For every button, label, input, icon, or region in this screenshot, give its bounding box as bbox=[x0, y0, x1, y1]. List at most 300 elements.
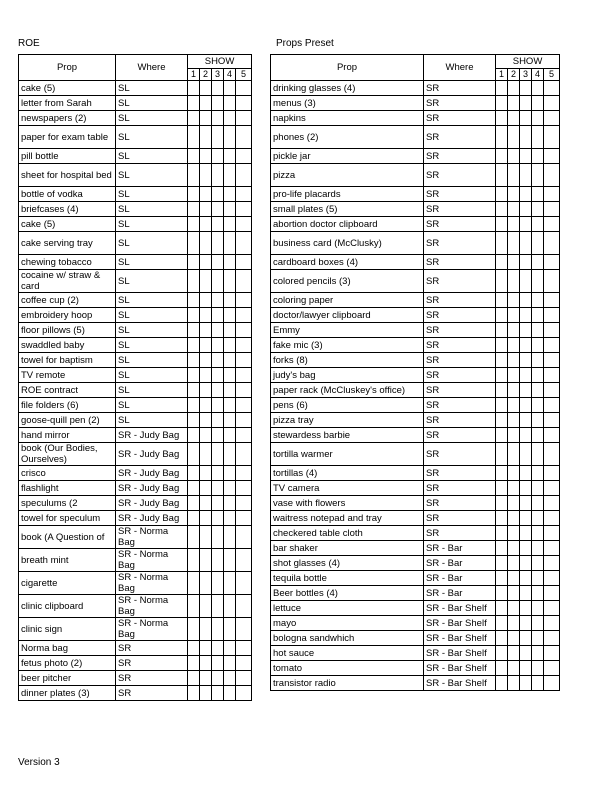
show-checkbox-cell[interactable] bbox=[508, 646, 520, 661]
show-checkbox-cell[interactable] bbox=[188, 572, 200, 595]
show-checkbox-cell[interactable] bbox=[224, 549, 236, 572]
show-checkbox-cell[interactable] bbox=[236, 368, 252, 383]
show-checkbox-cell[interactable] bbox=[224, 96, 236, 111]
show-checkbox-cell[interactable] bbox=[520, 631, 532, 646]
show-checkbox-cell[interactable] bbox=[236, 466, 252, 481]
show-checkbox-cell[interactable] bbox=[200, 96, 212, 111]
show-checkbox-cell[interactable] bbox=[520, 126, 532, 149]
show-checkbox-cell[interactable] bbox=[236, 293, 252, 308]
show-checkbox-cell[interactable] bbox=[212, 526, 224, 549]
show-checkbox-cell[interactable] bbox=[496, 111, 508, 126]
show-checkbox-cell[interactable] bbox=[212, 368, 224, 383]
show-checkbox-cell[interactable] bbox=[188, 383, 200, 398]
show-checkbox-cell[interactable] bbox=[200, 671, 212, 686]
show-checkbox-cell[interactable] bbox=[496, 202, 508, 217]
show-checkbox-cell[interactable] bbox=[496, 149, 508, 164]
show-checkbox-cell[interactable] bbox=[236, 217, 252, 232]
show-checkbox-cell[interactable] bbox=[508, 202, 520, 217]
show-checkbox-cell[interactable] bbox=[200, 308, 212, 323]
show-checkbox-cell[interactable] bbox=[236, 126, 252, 149]
show-checkbox-cell[interactable] bbox=[508, 308, 520, 323]
show-checkbox-cell[interactable] bbox=[496, 428, 508, 443]
show-checkbox-cell[interactable] bbox=[212, 618, 224, 641]
show-checkbox-cell[interactable] bbox=[532, 353, 544, 368]
show-checkbox-cell[interactable] bbox=[520, 496, 532, 511]
show-checkbox-cell[interactable] bbox=[496, 571, 508, 586]
show-checkbox-cell[interactable] bbox=[236, 511, 252, 526]
show-checkbox-cell[interactable] bbox=[496, 308, 508, 323]
show-checkbox-cell[interactable] bbox=[236, 549, 252, 572]
show-checkbox-cell[interactable] bbox=[224, 308, 236, 323]
show-checkbox-cell[interactable] bbox=[212, 353, 224, 368]
show-checkbox-cell[interactable] bbox=[496, 217, 508, 232]
show-checkbox-cell[interactable] bbox=[212, 383, 224, 398]
show-checkbox-cell[interactable] bbox=[200, 549, 212, 572]
show-checkbox-cell[interactable] bbox=[212, 549, 224, 572]
show-checkbox-cell[interactable] bbox=[200, 149, 212, 164]
show-checkbox-cell[interactable] bbox=[212, 671, 224, 686]
show-checkbox-cell[interactable] bbox=[544, 111, 560, 126]
show-checkbox-cell[interactable] bbox=[188, 686, 200, 701]
show-checkbox-cell[interactable] bbox=[544, 126, 560, 149]
show-checkbox-cell[interactable] bbox=[544, 541, 560, 556]
show-checkbox-cell[interactable] bbox=[508, 631, 520, 646]
show-checkbox-cell[interactable] bbox=[224, 255, 236, 270]
show-checkbox-cell[interactable] bbox=[532, 96, 544, 111]
show-checkbox-cell[interactable] bbox=[544, 413, 560, 428]
show-checkbox-cell[interactable] bbox=[200, 293, 212, 308]
show-checkbox-cell[interactable] bbox=[212, 126, 224, 149]
show-checkbox-cell[interactable] bbox=[496, 293, 508, 308]
show-checkbox-cell[interactable] bbox=[508, 556, 520, 571]
show-checkbox-cell[interactable] bbox=[188, 308, 200, 323]
show-checkbox-cell[interactable] bbox=[544, 443, 560, 466]
show-checkbox-cell[interactable] bbox=[508, 413, 520, 428]
show-checkbox-cell[interactable] bbox=[236, 323, 252, 338]
show-checkbox-cell[interactable] bbox=[224, 164, 236, 187]
show-checkbox-cell[interactable] bbox=[496, 413, 508, 428]
show-checkbox-cell[interactable] bbox=[200, 338, 212, 353]
show-checkbox-cell[interactable] bbox=[544, 466, 560, 481]
show-checkbox-cell[interactable] bbox=[532, 187, 544, 202]
show-checkbox-cell[interactable] bbox=[532, 556, 544, 571]
show-checkbox-cell[interactable] bbox=[236, 656, 252, 671]
show-checkbox-cell[interactable] bbox=[520, 526, 532, 541]
show-checkbox-cell[interactable] bbox=[236, 96, 252, 111]
show-checkbox-cell[interactable] bbox=[544, 353, 560, 368]
show-checkbox-cell[interactable] bbox=[212, 149, 224, 164]
show-checkbox-cell[interactable] bbox=[520, 202, 532, 217]
show-checkbox-cell[interactable] bbox=[508, 481, 520, 496]
show-checkbox-cell[interactable] bbox=[212, 187, 224, 202]
show-checkbox-cell[interactable] bbox=[224, 481, 236, 496]
show-checkbox-cell[interactable] bbox=[236, 526, 252, 549]
show-checkbox-cell[interactable] bbox=[224, 595, 236, 618]
show-checkbox-cell[interactable] bbox=[212, 293, 224, 308]
show-checkbox-cell[interactable] bbox=[544, 217, 560, 232]
show-checkbox-cell[interactable] bbox=[520, 270, 532, 293]
show-checkbox-cell[interactable] bbox=[508, 126, 520, 149]
show-checkbox-cell[interactable] bbox=[508, 383, 520, 398]
show-checkbox-cell[interactable] bbox=[224, 656, 236, 671]
show-checkbox-cell[interactable] bbox=[200, 383, 212, 398]
show-checkbox-cell[interactable] bbox=[532, 338, 544, 353]
show-checkbox-cell[interactable] bbox=[532, 81, 544, 96]
show-checkbox-cell[interactable] bbox=[532, 511, 544, 526]
show-checkbox-cell[interactable] bbox=[508, 616, 520, 631]
show-checkbox-cell[interactable] bbox=[224, 126, 236, 149]
show-checkbox-cell[interactable] bbox=[508, 398, 520, 413]
show-checkbox-cell[interactable] bbox=[200, 398, 212, 413]
show-checkbox-cell[interactable] bbox=[532, 571, 544, 586]
show-checkbox-cell[interactable] bbox=[236, 428, 252, 443]
show-checkbox-cell[interactable] bbox=[212, 338, 224, 353]
show-checkbox-cell[interactable] bbox=[188, 428, 200, 443]
show-checkbox-cell[interactable] bbox=[508, 661, 520, 676]
show-checkbox-cell[interactable] bbox=[224, 187, 236, 202]
show-checkbox-cell[interactable] bbox=[212, 428, 224, 443]
show-checkbox-cell[interactable] bbox=[212, 164, 224, 187]
show-checkbox-cell[interactable] bbox=[224, 293, 236, 308]
show-checkbox-cell[interactable] bbox=[520, 383, 532, 398]
show-checkbox-cell[interactable] bbox=[200, 255, 212, 270]
show-checkbox-cell[interactable] bbox=[508, 338, 520, 353]
show-checkbox-cell[interactable] bbox=[532, 323, 544, 338]
show-checkbox-cell[interactable] bbox=[224, 618, 236, 641]
show-checkbox-cell[interactable] bbox=[532, 293, 544, 308]
show-checkbox-cell[interactable] bbox=[508, 232, 520, 255]
show-checkbox-cell[interactable] bbox=[236, 481, 252, 496]
show-checkbox-cell[interactable] bbox=[496, 255, 508, 270]
show-checkbox-cell[interactable] bbox=[544, 526, 560, 541]
show-checkbox-cell[interactable] bbox=[212, 398, 224, 413]
show-checkbox-cell[interactable] bbox=[212, 443, 224, 466]
show-checkbox-cell[interactable] bbox=[496, 526, 508, 541]
show-checkbox-cell[interactable] bbox=[200, 641, 212, 656]
show-checkbox-cell[interactable] bbox=[508, 293, 520, 308]
show-checkbox-cell[interactable] bbox=[200, 496, 212, 511]
show-checkbox-cell[interactable] bbox=[212, 323, 224, 338]
show-checkbox-cell[interactable] bbox=[224, 232, 236, 255]
show-checkbox-cell[interactable] bbox=[212, 466, 224, 481]
show-checkbox-cell[interactable] bbox=[200, 428, 212, 443]
show-checkbox-cell[interactable] bbox=[532, 616, 544, 631]
show-checkbox-cell[interactable] bbox=[544, 232, 560, 255]
show-checkbox-cell[interactable] bbox=[544, 164, 560, 187]
show-checkbox-cell[interactable] bbox=[508, 353, 520, 368]
show-checkbox-cell[interactable] bbox=[508, 187, 520, 202]
show-checkbox-cell[interactable] bbox=[532, 646, 544, 661]
show-checkbox-cell[interactable] bbox=[508, 466, 520, 481]
show-checkbox-cell[interactable] bbox=[520, 413, 532, 428]
show-checkbox-cell[interactable] bbox=[520, 511, 532, 526]
show-checkbox-cell[interactable] bbox=[236, 111, 252, 126]
show-checkbox-cell[interactable] bbox=[532, 270, 544, 293]
show-checkbox-cell[interactable] bbox=[520, 676, 532, 691]
show-checkbox-cell[interactable] bbox=[212, 270, 224, 293]
show-checkbox-cell[interactable] bbox=[532, 217, 544, 232]
show-checkbox-cell[interactable] bbox=[496, 353, 508, 368]
show-checkbox-cell[interactable] bbox=[508, 323, 520, 338]
show-checkbox-cell[interactable] bbox=[236, 413, 252, 428]
show-checkbox-cell[interactable] bbox=[508, 81, 520, 96]
show-checkbox-cell[interactable] bbox=[520, 556, 532, 571]
show-checkbox-cell[interactable] bbox=[544, 323, 560, 338]
show-checkbox-cell[interactable] bbox=[236, 81, 252, 96]
show-checkbox-cell[interactable] bbox=[508, 368, 520, 383]
show-checkbox-cell[interactable] bbox=[188, 481, 200, 496]
show-checkbox-cell[interactable] bbox=[236, 641, 252, 656]
show-checkbox-cell[interactable] bbox=[520, 428, 532, 443]
show-checkbox-cell[interactable] bbox=[532, 541, 544, 556]
show-checkbox-cell[interactable] bbox=[224, 526, 236, 549]
show-checkbox-cell[interactable] bbox=[200, 81, 212, 96]
show-checkbox-cell[interactable] bbox=[544, 601, 560, 616]
show-checkbox-cell[interactable] bbox=[532, 631, 544, 646]
show-checkbox-cell[interactable] bbox=[236, 232, 252, 255]
show-checkbox-cell[interactable] bbox=[496, 541, 508, 556]
show-checkbox-cell[interactable] bbox=[496, 323, 508, 338]
show-checkbox-cell[interactable] bbox=[508, 428, 520, 443]
show-checkbox-cell[interactable] bbox=[544, 308, 560, 323]
show-checkbox-cell[interactable] bbox=[224, 323, 236, 338]
show-checkbox-cell[interactable] bbox=[520, 398, 532, 413]
show-checkbox-cell[interactable] bbox=[496, 398, 508, 413]
show-checkbox-cell[interactable] bbox=[188, 641, 200, 656]
show-checkbox-cell[interactable] bbox=[532, 601, 544, 616]
show-checkbox-cell[interactable] bbox=[212, 217, 224, 232]
show-checkbox-cell[interactable] bbox=[188, 496, 200, 511]
show-checkbox-cell[interactable] bbox=[520, 353, 532, 368]
show-checkbox-cell[interactable] bbox=[544, 81, 560, 96]
show-checkbox-cell[interactable] bbox=[212, 572, 224, 595]
show-checkbox-cell[interactable] bbox=[532, 413, 544, 428]
show-checkbox-cell[interactable] bbox=[236, 353, 252, 368]
show-checkbox-cell[interactable] bbox=[200, 413, 212, 428]
show-checkbox-cell[interactable] bbox=[520, 443, 532, 466]
show-checkbox-cell[interactable] bbox=[544, 571, 560, 586]
show-checkbox-cell[interactable] bbox=[188, 656, 200, 671]
show-checkbox-cell[interactable] bbox=[200, 368, 212, 383]
show-checkbox-cell[interactable] bbox=[188, 96, 200, 111]
show-checkbox-cell[interactable] bbox=[544, 338, 560, 353]
show-checkbox-cell[interactable] bbox=[508, 571, 520, 586]
show-checkbox-cell[interactable] bbox=[224, 217, 236, 232]
show-checkbox-cell[interactable] bbox=[236, 187, 252, 202]
show-checkbox-cell[interactable] bbox=[236, 671, 252, 686]
show-checkbox-cell[interactable] bbox=[224, 353, 236, 368]
show-checkbox-cell[interactable] bbox=[496, 676, 508, 691]
show-checkbox-cell[interactable] bbox=[496, 270, 508, 293]
show-checkbox-cell[interactable] bbox=[188, 511, 200, 526]
show-checkbox-cell[interactable] bbox=[212, 202, 224, 217]
show-checkbox-cell[interactable] bbox=[520, 293, 532, 308]
show-checkbox-cell[interactable] bbox=[188, 164, 200, 187]
show-checkbox-cell[interactable] bbox=[224, 641, 236, 656]
show-checkbox-cell[interactable] bbox=[224, 686, 236, 701]
show-checkbox-cell[interactable] bbox=[532, 232, 544, 255]
show-checkbox-cell[interactable] bbox=[496, 556, 508, 571]
show-checkbox-cell[interactable] bbox=[188, 270, 200, 293]
show-checkbox-cell[interactable] bbox=[508, 149, 520, 164]
show-checkbox-cell[interactable] bbox=[188, 413, 200, 428]
show-checkbox-cell[interactable] bbox=[520, 255, 532, 270]
show-checkbox-cell[interactable] bbox=[188, 217, 200, 232]
show-checkbox-cell[interactable] bbox=[496, 631, 508, 646]
show-checkbox-cell[interactable] bbox=[188, 443, 200, 466]
show-checkbox-cell[interactable] bbox=[224, 149, 236, 164]
show-checkbox-cell[interactable] bbox=[188, 323, 200, 338]
show-checkbox-cell[interactable] bbox=[532, 481, 544, 496]
show-checkbox-cell[interactable] bbox=[544, 481, 560, 496]
show-checkbox-cell[interactable] bbox=[544, 202, 560, 217]
show-checkbox-cell[interactable] bbox=[520, 323, 532, 338]
show-checkbox-cell[interactable] bbox=[224, 111, 236, 126]
show-checkbox-cell[interactable] bbox=[188, 526, 200, 549]
show-checkbox-cell[interactable] bbox=[508, 217, 520, 232]
show-checkbox-cell[interactable] bbox=[212, 255, 224, 270]
show-checkbox-cell[interactable] bbox=[224, 338, 236, 353]
show-checkbox-cell[interactable] bbox=[496, 586, 508, 601]
show-checkbox-cell[interactable] bbox=[224, 413, 236, 428]
show-checkbox-cell[interactable] bbox=[496, 601, 508, 616]
show-checkbox-cell[interactable] bbox=[496, 96, 508, 111]
show-checkbox-cell[interactable] bbox=[200, 126, 212, 149]
show-checkbox-cell[interactable] bbox=[496, 443, 508, 466]
show-checkbox-cell[interactable] bbox=[496, 481, 508, 496]
show-checkbox-cell[interactable] bbox=[532, 676, 544, 691]
show-checkbox-cell[interactable] bbox=[200, 270, 212, 293]
show-checkbox-cell[interactable] bbox=[544, 676, 560, 691]
show-checkbox-cell[interactable] bbox=[544, 368, 560, 383]
show-checkbox-cell[interactable] bbox=[200, 511, 212, 526]
show-checkbox-cell[interactable] bbox=[236, 270, 252, 293]
show-checkbox-cell[interactable] bbox=[188, 338, 200, 353]
show-checkbox-cell[interactable] bbox=[224, 671, 236, 686]
show-checkbox-cell[interactable] bbox=[508, 443, 520, 466]
show-checkbox-cell[interactable] bbox=[236, 383, 252, 398]
show-checkbox-cell[interactable] bbox=[532, 164, 544, 187]
show-checkbox-cell[interactable] bbox=[496, 232, 508, 255]
show-checkbox-cell[interactable] bbox=[520, 571, 532, 586]
show-checkbox-cell[interactable] bbox=[188, 671, 200, 686]
show-checkbox-cell[interactable] bbox=[532, 526, 544, 541]
show-checkbox-cell[interactable] bbox=[188, 549, 200, 572]
show-checkbox-cell[interactable] bbox=[496, 164, 508, 187]
show-checkbox-cell[interactable] bbox=[520, 601, 532, 616]
show-checkbox-cell[interactable] bbox=[496, 368, 508, 383]
show-checkbox-cell[interactable] bbox=[532, 202, 544, 217]
show-checkbox-cell[interactable] bbox=[224, 398, 236, 413]
show-checkbox-cell[interactable] bbox=[200, 686, 212, 701]
show-checkbox-cell[interactable] bbox=[508, 541, 520, 556]
show-checkbox-cell[interactable] bbox=[236, 164, 252, 187]
show-checkbox-cell[interactable] bbox=[520, 187, 532, 202]
show-checkbox-cell[interactable] bbox=[200, 353, 212, 368]
show-checkbox-cell[interactable] bbox=[496, 646, 508, 661]
show-checkbox-cell[interactable] bbox=[496, 511, 508, 526]
show-checkbox-cell[interactable] bbox=[520, 541, 532, 556]
show-checkbox-cell[interactable] bbox=[224, 428, 236, 443]
show-checkbox-cell[interactable] bbox=[224, 443, 236, 466]
show-checkbox-cell[interactable] bbox=[236, 618, 252, 641]
show-checkbox-cell[interactable] bbox=[200, 217, 212, 232]
show-checkbox-cell[interactable] bbox=[200, 618, 212, 641]
show-checkbox-cell[interactable] bbox=[520, 368, 532, 383]
show-checkbox-cell[interactable] bbox=[224, 572, 236, 595]
show-checkbox-cell[interactable] bbox=[200, 164, 212, 187]
show-checkbox-cell[interactable] bbox=[496, 383, 508, 398]
show-checkbox-cell[interactable] bbox=[188, 255, 200, 270]
show-checkbox-cell[interactable] bbox=[532, 111, 544, 126]
show-checkbox-cell[interactable] bbox=[520, 217, 532, 232]
show-checkbox-cell[interactable] bbox=[188, 595, 200, 618]
show-checkbox-cell[interactable] bbox=[544, 661, 560, 676]
show-checkbox-cell[interactable] bbox=[188, 466, 200, 481]
show-checkbox-cell[interactable] bbox=[188, 187, 200, 202]
show-checkbox-cell[interactable] bbox=[508, 270, 520, 293]
show-checkbox-cell[interactable] bbox=[236, 338, 252, 353]
show-checkbox-cell[interactable] bbox=[532, 383, 544, 398]
show-checkbox-cell[interactable] bbox=[544, 187, 560, 202]
show-checkbox-cell[interactable] bbox=[544, 293, 560, 308]
show-checkbox-cell[interactable] bbox=[188, 618, 200, 641]
show-checkbox-cell[interactable] bbox=[212, 656, 224, 671]
show-checkbox-cell[interactable] bbox=[496, 187, 508, 202]
show-checkbox-cell[interactable] bbox=[188, 81, 200, 96]
show-checkbox-cell[interactable] bbox=[532, 255, 544, 270]
show-checkbox-cell[interactable] bbox=[212, 511, 224, 526]
show-checkbox-cell[interactable] bbox=[532, 126, 544, 149]
show-checkbox-cell[interactable] bbox=[224, 511, 236, 526]
show-checkbox-cell[interactable] bbox=[200, 187, 212, 202]
show-checkbox-cell[interactable] bbox=[532, 368, 544, 383]
show-checkbox-cell[interactable] bbox=[236, 149, 252, 164]
show-checkbox-cell[interactable] bbox=[544, 646, 560, 661]
show-checkbox-cell[interactable] bbox=[508, 96, 520, 111]
show-checkbox-cell[interactable] bbox=[508, 111, 520, 126]
show-checkbox-cell[interactable] bbox=[236, 308, 252, 323]
show-checkbox-cell[interactable] bbox=[236, 572, 252, 595]
show-checkbox-cell[interactable] bbox=[188, 368, 200, 383]
show-checkbox-cell[interactable] bbox=[200, 481, 212, 496]
show-checkbox-cell[interactable] bbox=[520, 661, 532, 676]
show-checkbox-cell[interactable] bbox=[544, 96, 560, 111]
show-checkbox-cell[interactable] bbox=[224, 202, 236, 217]
show-checkbox-cell[interactable] bbox=[520, 81, 532, 96]
show-checkbox-cell[interactable] bbox=[200, 595, 212, 618]
show-checkbox-cell[interactable] bbox=[212, 595, 224, 618]
show-checkbox-cell[interactable] bbox=[508, 526, 520, 541]
show-checkbox-cell[interactable] bbox=[520, 149, 532, 164]
show-checkbox-cell[interactable] bbox=[236, 443, 252, 466]
show-checkbox-cell[interactable] bbox=[496, 616, 508, 631]
show-checkbox-cell[interactable] bbox=[544, 383, 560, 398]
show-checkbox-cell[interactable] bbox=[188, 293, 200, 308]
show-checkbox-cell[interactable] bbox=[544, 255, 560, 270]
show-checkbox-cell[interactable] bbox=[236, 595, 252, 618]
show-checkbox-cell[interactable] bbox=[532, 398, 544, 413]
show-checkbox-cell[interactable] bbox=[508, 676, 520, 691]
show-checkbox-cell[interactable] bbox=[532, 443, 544, 466]
show-checkbox-cell[interactable] bbox=[212, 111, 224, 126]
show-checkbox-cell[interactable] bbox=[544, 149, 560, 164]
show-checkbox-cell[interactable] bbox=[212, 81, 224, 96]
show-checkbox-cell[interactable] bbox=[544, 616, 560, 631]
show-checkbox-cell[interactable] bbox=[188, 232, 200, 255]
show-checkbox-cell[interactable] bbox=[520, 481, 532, 496]
show-checkbox-cell[interactable] bbox=[508, 601, 520, 616]
